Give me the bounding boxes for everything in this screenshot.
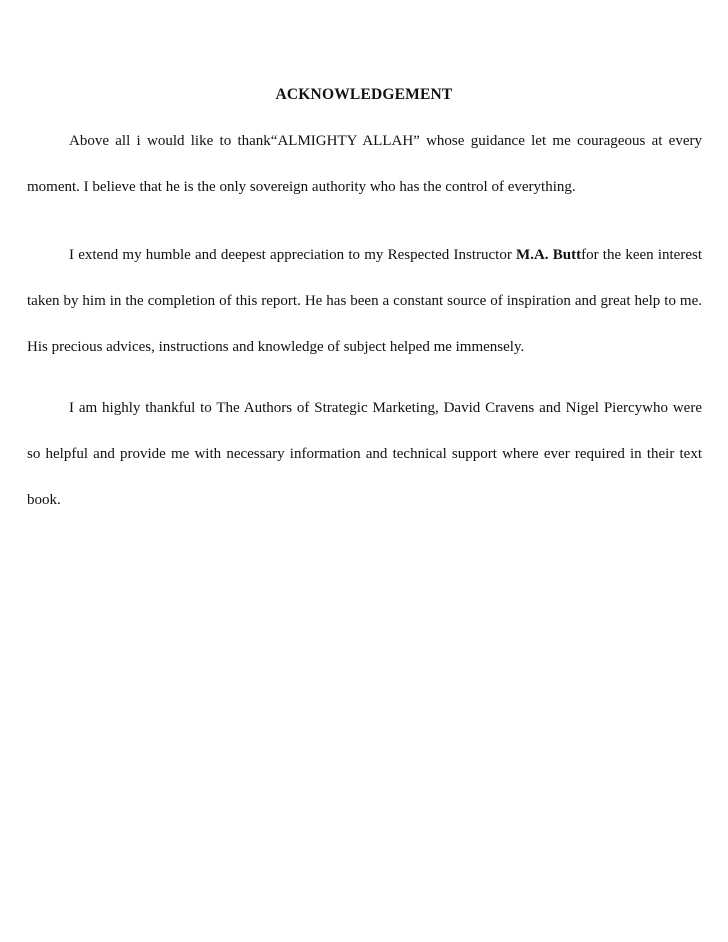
paragraph-2-text-before: I extend my humble and deepest appreciation to my Respected Instructor: [69, 247, 517, 263]
paragraph-3-text: I am highly thankful to The Authors of Strategic Marketing, David Cravens and Nigel Piercywho were so helpful and provide me with necessary information and technical support where ever required in their text book.: [27, 400, 702, 508]
title-text: ACKNOWLEDGEMENT: [275, 86, 453, 103]
paragraph-gratitude-to-god: [27, 118, 702, 210]
instructor-name: M.A. Butt: [516, 247, 582, 263]
paragraph-instructor-thanks: [27, 232, 702, 370]
paragraph-1-text: Above all i would like to thank“ALMIGHTY ALLAH” whose guidance let me courageous at every moment. I believe that he is the only sovereign authority who has the control of everything.: [27, 133, 702, 195]
page-title: [0, 86, 728, 104]
paragraph-2-text-after: for the keen interest taken by him in the completion of this report. He has been a constant source of inspiration and great help to me. His precious advices, instructions and knowledge of subject helped me immensely.: [27, 247, 702, 355]
paragraph-authors-thanks: [27, 385, 702, 523]
